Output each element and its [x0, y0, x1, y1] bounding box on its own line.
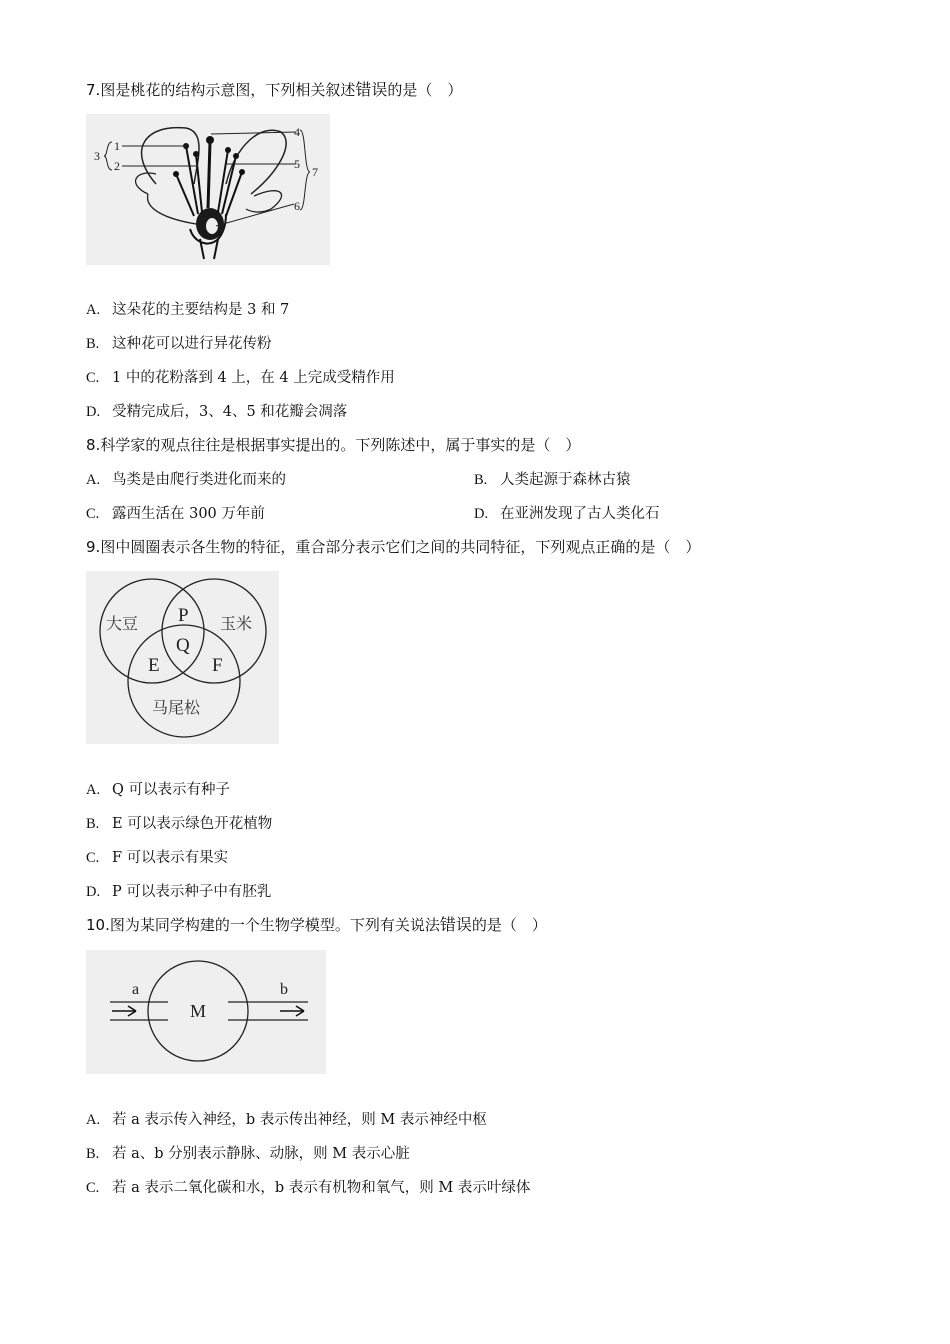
option-q8-d[interactable]: D. 在亚洲发现了古人类化石	[474, 506, 660, 522]
question-tail: 的是（ ）	[471, 916, 547, 934]
label-m: M	[190, 1001, 207, 1021]
option-q10-b[interactable]: B. 若 a、b 分别表示静脉、动脉，则 M 表示心脏	[86, 1146, 410, 1162]
label-4: 4	[294, 125, 300, 139]
soybean-label: 大豆	[106, 614, 139, 633]
question-number: 8.	[86, 436, 101, 454]
model-diagram	[86, 950, 326, 1074]
option-q7-b[interactable]: B. 这种花可以进行异花传粉	[86, 336, 272, 352]
option-q8-a[interactable]: A. 鸟类是由爬行类进化而来的	[86, 472, 286, 488]
option-q8-c[interactable]: C. 露西生活在 300 万年前	[86, 506, 265, 522]
option-q8-b[interactable]: B. 人类起源于森林古猿	[474, 472, 631, 488]
peach-flower-figure	[86, 114, 330, 265]
corn-label: 玉米	[220, 614, 253, 633]
question-text: 图是桃花的结构示意图，下列相关叙述	[100, 81, 356, 99]
question-9-stem	[86, 537, 700, 557]
label-5: 5	[294, 157, 300, 171]
question-7-stem	[86, 80, 462, 100]
option-q9-c[interactable]: C. F 可以表示有果实	[86, 850, 229, 866]
label-7: 7	[312, 165, 318, 179]
question-10-stem	[86, 915, 547, 935]
pine-label: 马尾松	[152, 698, 201, 717]
question-8-stem	[86, 435, 580, 455]
label-b: b	[280, 981, 288, 998]
label-a: a	[132, 981, 140, 998]
label-1: 1	[114, 139, 120, 153]
question-number: 9.	[86, 538, 101, 556]
venn-diagram	[86, 571, 279, 744]
option-q10-a[interactable]: A. 若 a 表示传入神经，b 表示传出神经，则 M 表示神经中枢	[86, 1112, 487, 1128]
question-number: 10.	[86, 916, 110, 934]
option-q9-a[interactable]: A. Q 可以表示有种子	[86, 782, 230, 798]
label-e: E	[148, 655, 160, 676]
emphasis-text: 错误	[439, 915, 472, 934]
label-6: 6	[294, 199, 300, 213]
option-q7-d[interactable]: D. 受精完成后，3、4、5 和花瓣会凋落	[86, 404, 348, 420]
label-3: 3	[94, 149, 100, 163]
option-q9-b[interactable]: B. E 可以表示绿色开花植物	[86, 816, 273, 832]
model-figure	[86, 950, 326, 1074]
question-tail: 的是（ ）	[387, 81, 463, 99]
label-f: F	[212, 655, 223, 676]
venn-figure	[86, 571, 279, 744]
question-text: 科学家的观点往往是根据事实提出的。下列陈述中，属于事实的是（ ）	[100, 436, 581, 454]
option-q10-c[interactable]: C. 若 a 表示二氧化碳和水，b 表示有机物和氧气，则 M 表示叶绿体	[86, 1180, 531, 1196]
emphasis-text: 错误	[355, 80, 388, 99]
label-p: P	[178, 605, 189, 626]
label-2: 2	[114, 159, 120, 173]
label-q: Q	[176, 635, 190, 656]
option-q9-d[interactable]: D. P 可以表示种子中有胚乳	[86, 884, 272, 900]
option-q7-a[interactable]: A. 这朵花的主要结构是 3 和 7	[86, 302, 290, 318]
question-text: 图中圆圈表示各生物的特征，重合部分表示它们之间的共同特征，下列观点正确的是（ ）	[100, 538, 701, 556]
question-text: 图为某同学构建的一个生物学模型。下列有关说法	[109, 916, 440, 934]
option-q7-c[interactable]: C. 1 中的花粉落到 4 上，在 4 上完成受精作用	[86, 370, 395, 386]
question-number: 7.	[86, 81, 101, 99]
peach-flower-diagram	[86, 114, 330, 265]
